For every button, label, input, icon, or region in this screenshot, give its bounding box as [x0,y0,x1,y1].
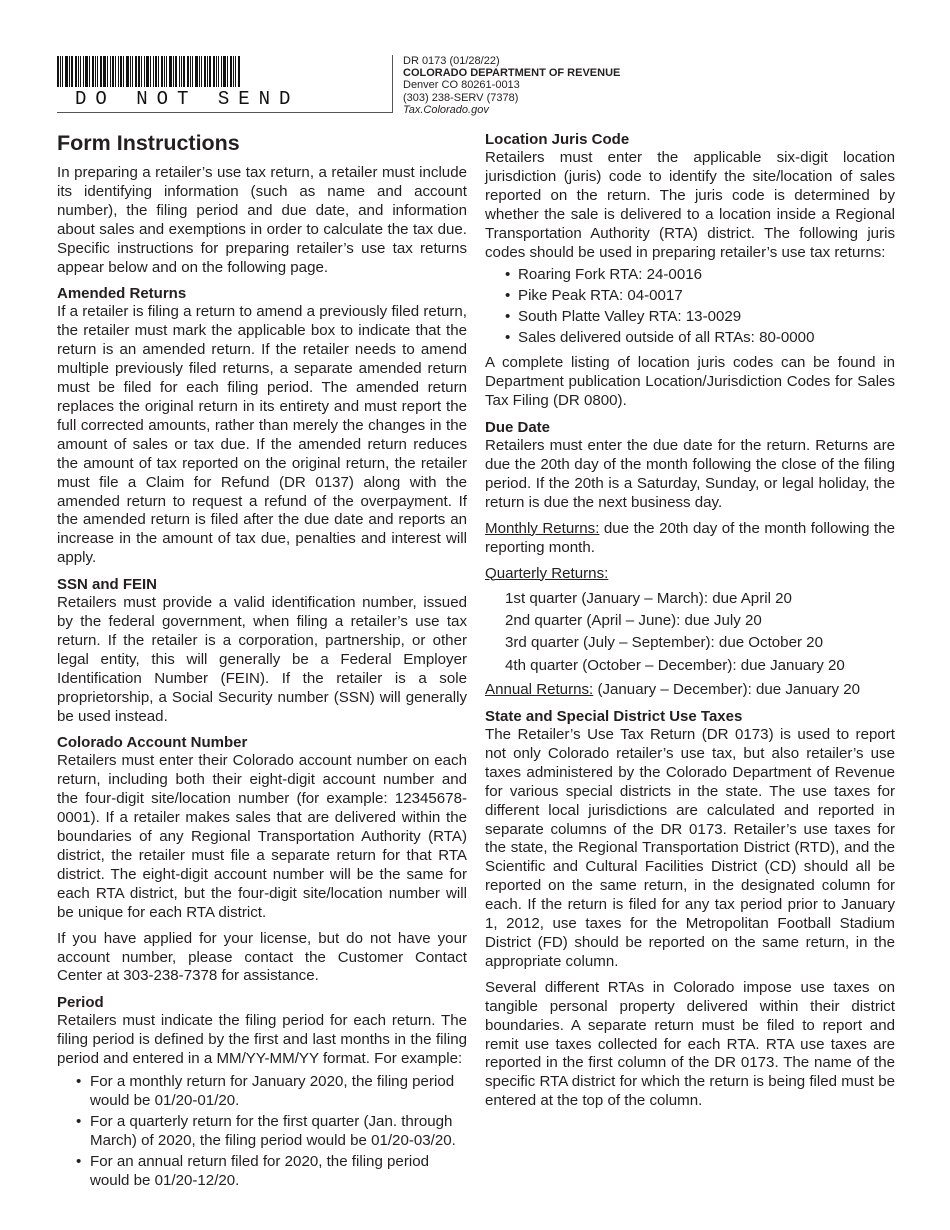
list-item: • South Platte Valley RTA: 13-0029 [518,306,895,327]
ssn-fein-section [57,575,467,726]
ssn-fein-body: Retailers must provide a valid identification number, issued by the federal government, when filing a retailer’s use tax return. If the retailer is a corporation, partnership, or other legal entity, this will generally be a Federal Employer Identification Number (FEIN). If the retailer is a sole proprietorship, a Social Security number (SSN) will generally be used instead. [57,594,467,725]
due-date-section [485,418,895,700]
monthly-returns [485,520,895,558]
header-divider [57,112,393,113]
department-website: Tax.Colorado.gov [403,103,489,116]
barcode-caption: DO NOT SEND [75,88,300,110]
account-number-body: Retailers must enter their Colorado account number on each return, including both their eight-digit account number and the four-digit site/location number (for example: 12345678-0001). If a retailer makes sales that are delivered within the boundaries of any Regional Transportation Authority (RTA) district, the retailer must file a separate return for that RTA district. The eight-digit account number will be the same for each RTA district, but the four-digit site/location number will be unique for each RTA district. [57,752,467,921]
amended-returns-body: If a retailer is filing a return to amend a previously filed return, the retailer must mark the applicable box to indicate that the return is an amended return. If the retailer needs to amend multiple previously filed returns, a separate amended return must be filed for each filing period. The amended return replaces the original return in its entirety and must report the full corrected amounts, rather than merely the changes in the amount of sales or tax due. If the amended return reduces the amount of tax reported on the original return, the retailer must file a Claim for Refund (DR 0137) along with the amended return to request a refund of the overpayment. If the amended return is filed after the due date and reports an increase in the amount of tax due, penalties and interest will apply. [57,303,467,567]
list-item: • Pike Peak RTA: 04-0017 [518,285,895,306]
period-section [57,993,467,1190]
account-number-heading: Colorado Account Number [57,734,248,752]
barcode-block [57,56,393,110]
juris-code-footer: A complete listing of location juris codes can be found in Department publication Location/Jurisdiction Codes for Sales Tax Filing (DR 0800). [485,354,895,410]
list-item: • Roaring Fork RTA: 24-0016 [518,264,895,285]
right-column [485,130,895,1118]
list-item: 1st quarter (January – March): due April 20 [505,589,792,607]
period-heading: Period [57,994,104,1012]
amended-returns-heading: Amended Returns [57,285,187,303]
amended-returns-section [57,284,467,568]
department-name: COLORADO DEPARTMENT OF REVENUE [403,67,621,80]
monthly-returns-text: due the 20th day of the month following the reporting month. [485,519,896,556]
annual-returns [485,681,895,700]
due-date-heading: Due Date [485,419,551,437]
quarter-list [505,588,895,678]
intro-paragraph: In preparing a retailer’s use tax return, a retailer must include its identifying information (such as name and account number), the filing period and due date, and information about sales and exemptions in order to calculate the tax due. Specific instructions for preparing retailer’s use tax returns appear below and on the following page. [57,164,467,276]
juris-code-list [485,264,895,348]
monthly-returns-label: Monthly Returns: [485,519,600,537]
period-body: Retailers must indicate the filing period for each return. The filing period is defined by the first and last months in the filing period and entered in a MM/YY-MM/YY format. For example: [57,1012,467,1068]
form-number: DR 0173 (01/28/22) [403,55,500,67]
department-phone: (303) 238-SERV (7378) [403,91,519,104]
quarterly-returns-label: Quarterly Returns: [485,564,609,582]
account-number-contact: If you have applied for your license, but do not have your account number, please contact the Customer Contact Center at 303-238-7378 for assistance. [57,929,467,985]
annual-returns-text: (January – December): due January 20 [593,681,861,699]
list-item: 2nd quarter (April – June): due July 20 [505,611,762,629]
rta-body: Several different RTAs in Colorado impose use taxes on tangible personal property delivered within their district boundaries. A separate return must be filed to report and remit use taxes collected for each RTA. RTA use taxes are reported in the first column of the DR 0173. The name of the specific RTA district for which the return is being filed must be entered at the top of the column. [485,978,895,1110]
ssn-fein-heading: SSN and FEIN [57,576,158,594]
barcode-image [57,56,277,87]
state-special-district-body: The Retailer’s Use Tax Return (DR 0173) is used to report not only Colorado retailer’s use tax, but also retailer’s use taxes administered by the Colorado Department of Revenue for various special districts in the state. The use taxes for different local jurisdictions are calculated and reported in separate columns of the DR 0173. Retailer’s use taxes for the state, the Regional Transportation District (RTD), and the Scientific and Cultural Facilities District (CD) should all be reported on the same return, in the designated column for each. If the return is filed for any tax period prior to January 1, 2012, use taxes for the Metropolitan Football Stadium District (FD) should be reported on the same return, in the appropriate column. [485,726,895,970]
period-examples [57,1073,467,1190]
header-vertical-divider [392,55,393,113]
state-special-district-section [485,707,895,1111]
list-item: 4th quarter (October – December): due January 20 [505,656,845,674]
department-info [403,55,620,116]
juris-code-section [485,130,895,411]
quarterly-returns [485,565,895,584]
page-title: Form Instructions [57,131,240,155]
list-item: 3rd quarter (July – September): due October 20 [505,634,823,652]
juris-code-body: Retailers must enter the applicable six-digit location jurisdiction (juris) code to identify the site/location of sales reported on the return. The juris code is determined by whether the sale is delivered to a location inside a Regional Transportation Authority (RTA) district. The following juris codes should be used in preparing retailer’s use tax returns: [485,149,895,261]
account-number-section [57,733,467,986]
left-column [57,130,467,1197]
juris-code-heading: Location Juris Code [485,131,630,148]
list-item: • For an annual return filed for 2020, the filing period would be 01/20-12/20. [90,1153,467,1191]
list-item: • For a monthly return for January 2020, the filing period would be 01/20-01/20. [90,1073,467,1111]
state-special-district-heading: State and Special District Use Taxes [485,708,743,726]
list-item: • For a quarterly return for the first quarter (Jan. through March) of 2020, the filing period would be 01/20-03/20. [90,1113,467,1151]
list-item: • Sales delivered outside of all RTAs: 80-0000 [518,327,895,348]
annual-returns-label: Annual Returns: [485,681,594,699]
due-date-body: Retailers must enter the due date for the return. Returns are due the 20th day of the month following the close of the filing period. If the 20th is a Saturday, Sunday, or legal holiday, the return is due the next business day. [485,437,895,511]
department-address: Denver CO 80261-0013 [403,79,520,92]
